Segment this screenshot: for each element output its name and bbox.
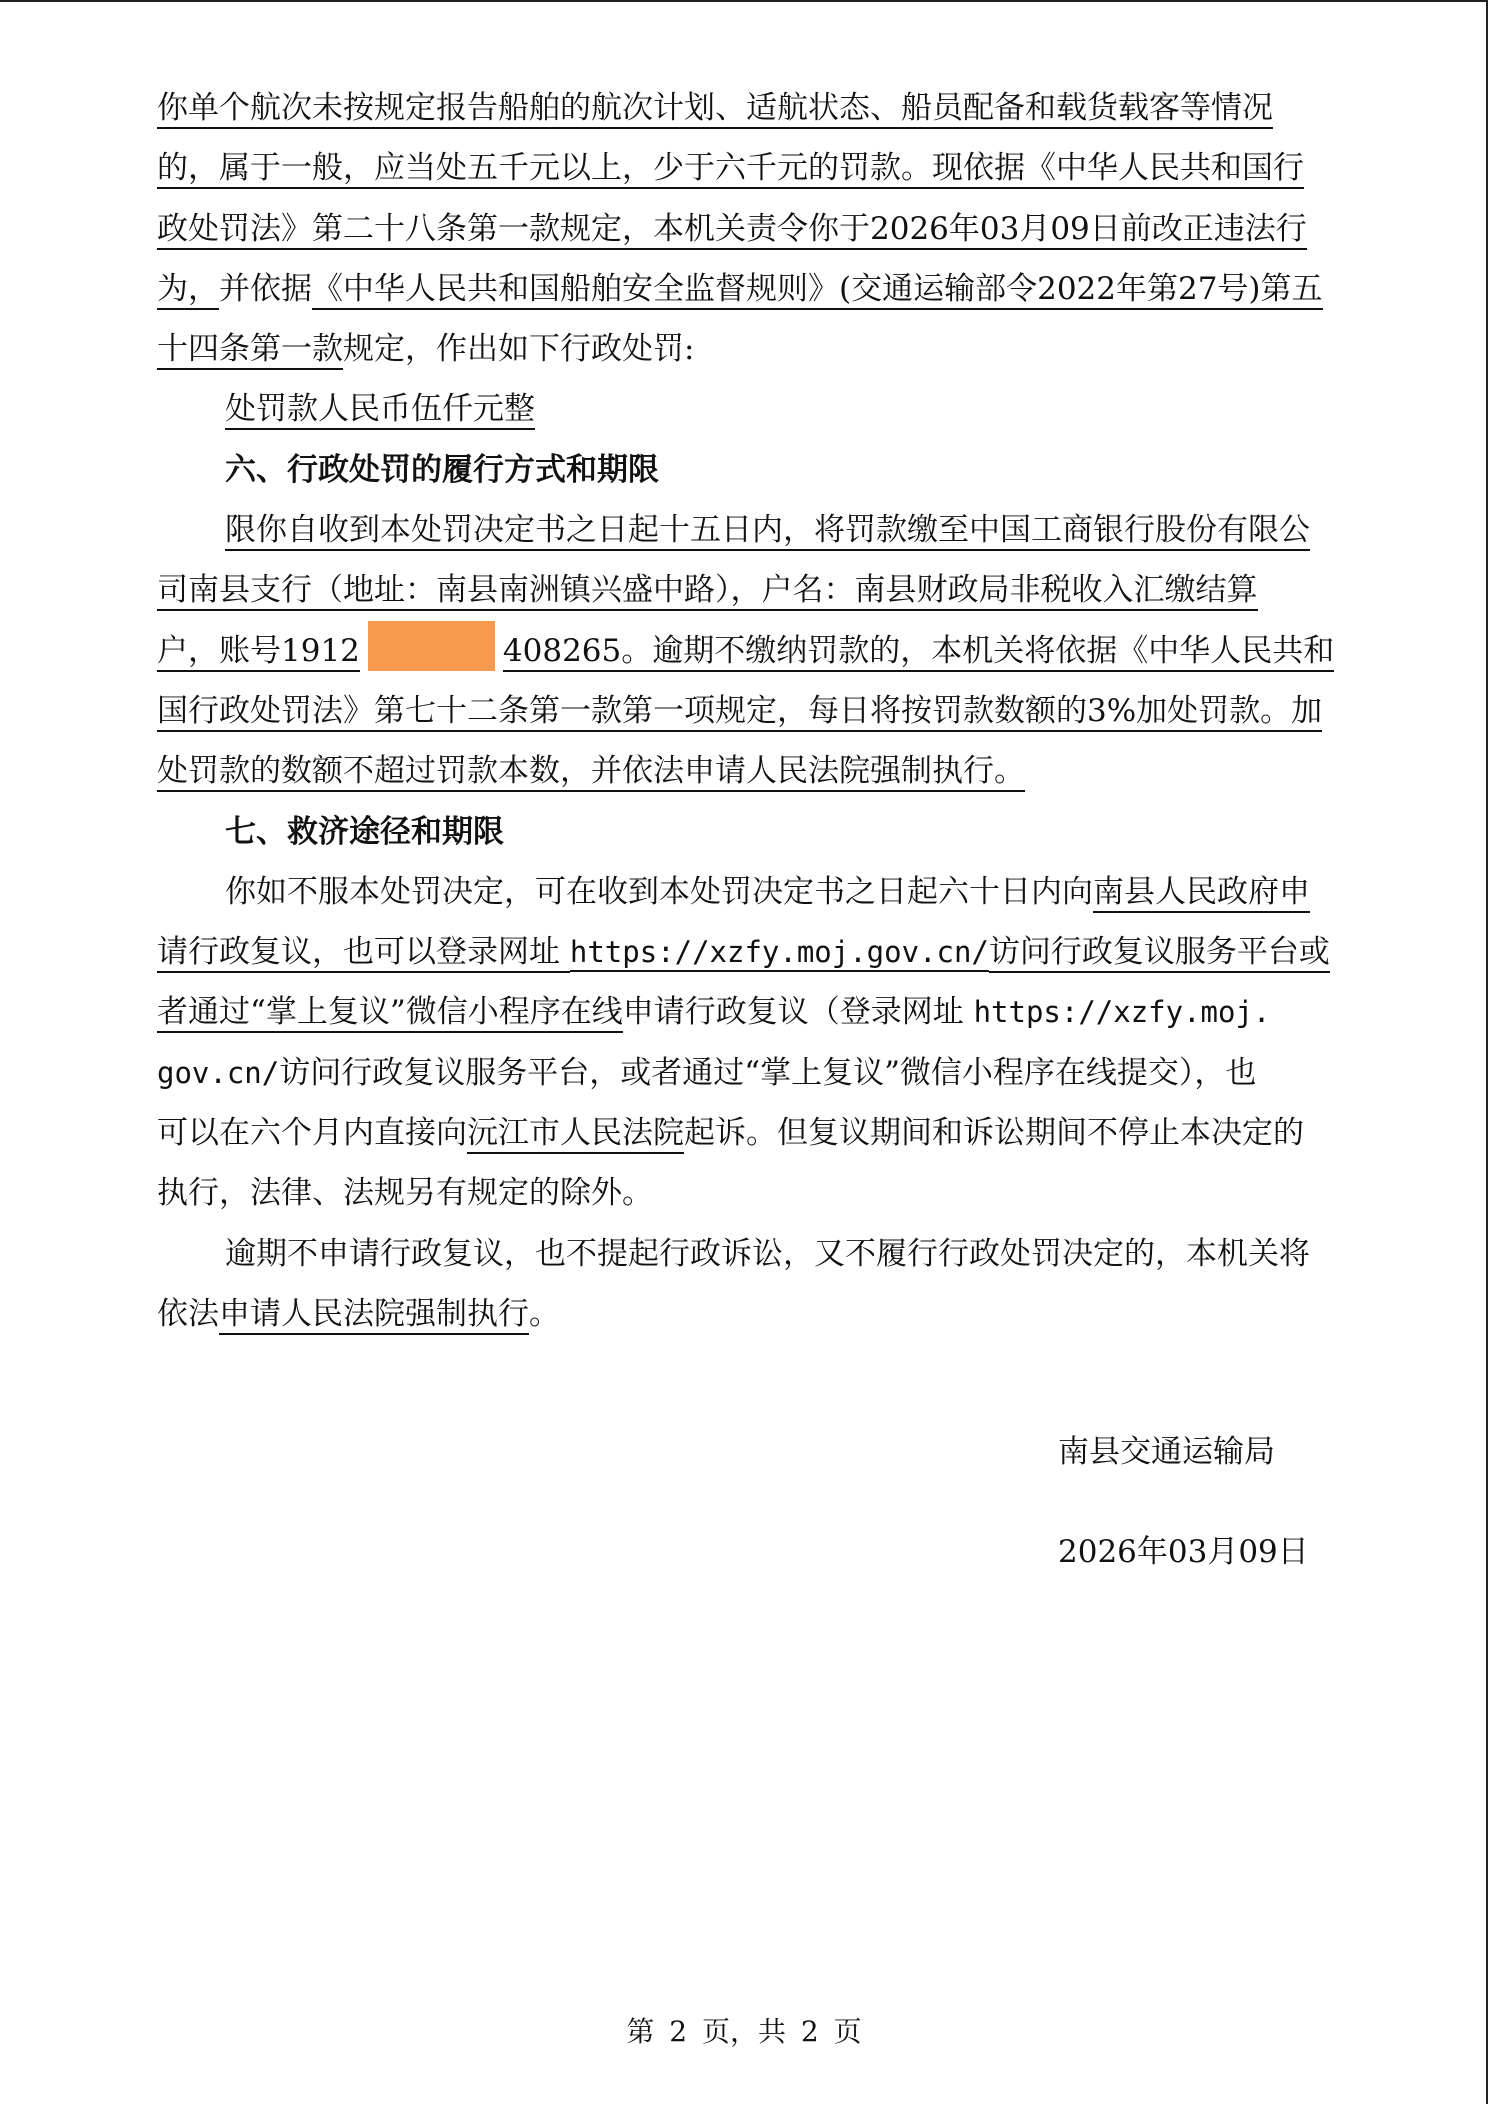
- underlined-text: 你单个航次未按规定报告船舶的航次计划、适航状态、船员配备和载货载客等情况: [157, 90, 1273, 129]
- court-name: 沅江市人民法院: [467, 1115, 684, 1154]
- section-heading-6: [157, 440, 1407, 500]
- underlined-text: 者通过“掌上复议”微信小程序在线: [157, 994, 623, 1033]
- issuing-authority: 南县交通运输局: [1058, 1434, 1275, 1470]
- plain-text: 起诉。但复议期间和诉讼期间不停止本决定的: [684, 1115, 1304, 1152]
- underlined-text: 国行政处罚法》第七十二条第一款第一项规定，每日将按罚款数额的3%加处罚款。加: [157, 693, 1322, 732]
- plain-text: 可以在六个月内直接向: [157, 1115, 467, 1152]
- underlined-text: 现依据《中华人民共和国行: [932, 150, 1304, 189]
- underlined-text: 限你自收到本处罚决定书之日起十五日内，将罚款缴至中国工商银行股份有限公: [225, 512, 1310, 551]
- paragraph-line: [157, 1103, 1407, 1163]
- underlined-text: 请行政复议，也可以登录网址: [157, 934, 570, 973]
- paragraph-line: [157, 1224, 1407, 1284]
- redaction-block: [368, 621, 495, 671]
- underlined-text: 408265。逾期不缴纳罚款的，本机关将依据《中华人民共和: [503, 633, 1334, 672]
- paragraph-line: [157, 560, 1407, 620]
- page-number: 第 2 页，共 2 页: [626, 2015, 862, 2048]
- underlined-text: 司南县支行（地址：南县南洲镇兴盛中路），户名：南县财政局非税收入汇缴结算: [157, 572, 1258, 611]
- paragraph-line: [157, 922, 1407, 982]
- paragraph-line: [157, 1163, 1407, 1223]
- paragraph-line: [157, 681, 1407, 741]
- paragraph-line: [157, 982, 1407, 1042]
- paragraph-line: [157, 379, 1407, 439]
- heading-text: 七、救济途径和期限: [225, 813, 504, 850]
- plain-text: 你如不服本处罚决定，可在收到本处罚决定书之日起六十日内向: [225, 873, 1093, 910]
- underlined-text: 为，: [157, 271, 219, 310]
- penalty-amount: 处罚款人民币伍仟元整: [225, 391, 535, 430]
- paragraph-line: [157, 862, 1407, 922]
- section-heading-7: [157, 802, 1407, 862]
- underlined-text: 处罚款的数额不超过罚款本数，并依法申请人民法院强制执行。: [157, 753, 1025, 792]
- document-body: [157, 78, 1407, 1344]
- plain-text: 依法: [157, 1295, 219, 1332]
- underlined-text: 访问行政复议服务平台或: [989, 934, 1330, 973]
- issue-date: 2026年03月09日: [1058, 1534, 1309, 1570]
- plain-text: 规定，作出如下行政处罚:: [343, 331, 695, 368]
- review-url: gov.cn/: [157, 1055, 280, 1090]
- plain-text: 逾期不申请行政复议，也不提起行政诉讼，又不履行行政处罚决定的，本机关将: [225, 1235, 1310, 1272]
- plain-text: 申请行政复议（登录网址: [622, 994, 974, 1031]
- review-url: https://xzfy.moj.gov.cn/: [570, 935, 989, 972]
- underlined-text: 申请人民法院强制执行: [219, 1296, 529, 1335]
- paragraph-line: [157, 319, 1407, 379]
- paragraph-line: [157, 1043, 1407, 1103]
- underlined-text: 政处罚法》第二十八条第一款规定，本机关责令你于2026年03月09日前改正违法行: [157, 211, 1307, 250]
- underlined-text: 十四条第一款: [157, 331, 343, 370]
- underlined-text: 的，属于一般，应当处五千元以上，少于六千元的罚款。: [157, 150, 932, 189]
- plain-text: 访问行政复议服务平台，或者通过“掌上复议”微信小程序在线提交），也: [279, 1054, 1257, 1091]
- heading-text: 六、行政处罚的履行方式和期限: [225, 451, 659, 488]
- plain-text: 并依据: [219, 270, 312, 307]
- paragraph-line: [157, 78, 1407, 138]
- paragraph-line: [157, 500, 1407, 560]
- paragraph-line: [157, 199, 1407, 259]
- paragraph-line: [157, 259, 1407, 319]
- paragraph-line: [157, 621, 1407, 681]
- review-url: https://xzfy.moj.: [973, 995, 1271, 1030]
- paragraph-line: [157, 138, 1407, 198]
- account-number-prefix: 户，账号1912: [157, 633, 360, 672]
- paragraph-line: [157, 741, 1407, 801]
- plain-text: 。: [529, 1295, 560, 1332]
- review-authority: 南县人民政府申: [1093, 874, 1310, 913]
- underlined-text: 《中华人民共和国船舶安全监督规则》(交通运输部令2022年第27号)第五: [312, 271, 1323, 310]
- paragraph-line: [157, 1284, 1407, 1344]
- plain-text: 执行，法律、法规另有规定的除外。: [157, 1175, 653, 1212]
